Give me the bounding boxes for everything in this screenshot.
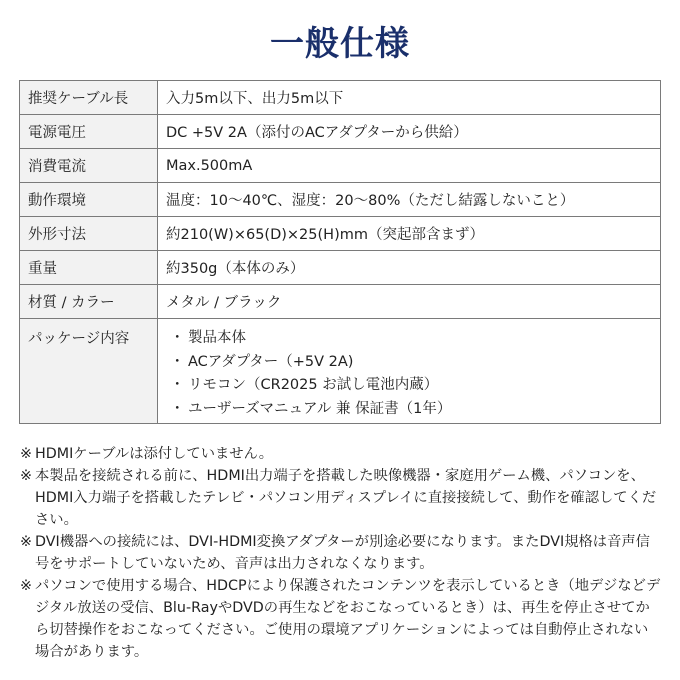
- package-contents: [158, 319, 661, 424]
- spec-value: 温度：10～40℃、湿度：20～80%（ただし結露しないこと）: [158, 183, 661, 217]
- spec-label: 動作環境: [20, 183, 158, 217]
- spec-value: メタル / ブラック: [158, 285, 661, 319]
- spec-label: 材質 / カラー: [20, 285, 158, 319]
- spec-label: パッケージ内容: [20, 319, 158, 424]
- note-text: HDMIケーブルは添付していません。: [35, 446, 274, 462]
- spec-label: 消費電流: [20, 149, 158, 183]
- bullet: ・: [170, 377, 185, 393]
- bullet: ・: [170, 330, 185, 346]
- spec-row-dimensions: [20, 217, 661, 251]
- notes-section: [20, 443, 662, 663]
- spec-row-material: [20, 285, 661, 319]
- note-item: [20, 465, 662, 531]
- note-mark: ※: [20, 446, 32, 462]
- note-mark: ※: [20, 578, 32, 594]
- spec-row-environment: [20, 183, 661, 217]
- spec-table: [19, 80, 661, 424]
- spec-label: 外形寸法: [20, 217, 158, 251]
- note-text: DVI機器への接続には、DVI-HDMI変換アダプターが別途必要になります。またDVI規格は音声信号をサポートしていないため、音声は出力されなくなります。: [35, 534, 650, 572]
- spec-value: 入力5m以下、出力5m以下: [158, 81, 661, 115]
- spec-value: Max.500mA: [158, 149, 661, 183]
- spec-value: 約350g（本体のみ）: [158, 251, 661, 285]
- note-text: パソコンで使用する場合、HDCPにより保護されたコンテンツを表示しているとき（地デジなどデジタル放送の受信、Blu-RayやDVDの再生などをおこなっているとき）は、再生を停止させてから切替操作をおこなってください。ご使用の環境アプリケーションによっては自動停止されない場合があります。: [35, 578, 661, 660]
- package-item-text: ACアダプター（+5V 2A): [188, 353, 354, 370]
- note-item: [20, 531, 662, 575]
- note-mark: ※: [20, 468, 32, 484]
- spec-row-weight: [20, 251, 661, 285]
- list-item: [170, 374, 652, 398]
- spec-row-cable-length: [20, 81, 661, 115]
- list-item: [170, 398, 652, 422]
- page-title: 一般仕様: [270, 24, 410, 64]
- spec-row-power-voltage: [20, 115, 661, 149]
- package-item-text: 製品本体: [188, 330, 246, 346]
- package-list: [166, 327, 652, 421]
- package-item-text: リモコン（CR2025 お試し電池内蔵）: [188, 377, 439, 393]
- package-item-text: ユーザーズマニュアル 兼 保証書（1年）: [188, 400, 452, 417]
- bullet: ・: [170, 400, 185, 417]
- spec-value: DC +5V 2A（添付のACアダプターから供給）: [158, 115, 661, 149]
- spec-value: 約210(W)×65(D)×25(H)mm（突起部含まず）: [158, 217, 661, 251]
- spec-label: 電源電圧: [20, 115, 158, 149]
- bullet: ・: [170, 353, 185, 370]
- spec-row-current: [20, 149, 661, 183]
- note-text: 本製品を接続される前に、HDMI出力端子を搭載した映像機器・家庭用ゲーム機、パソコンを、HDMI入力端子を搭載したテレビ・パソコン用ディスプレイに直接接続して、動作を確認してください。: [35, 468, 657, 528]
- note-item: [20, 443, 662, 465]
- spec-label: 推奨ケーブル長: [20, 81, 158, 115]
- note-item: [20, 575, 662, 663]
- list-item: [170, 351, 652, 375]
- spec-label: 重量: [20, 251, 158, 285]
- spec-row-package: [20, 319, 661, 424]
- list-item: [170, 327, 652, 351]
- note-mark: ※: [20, 534, 32, 550]
